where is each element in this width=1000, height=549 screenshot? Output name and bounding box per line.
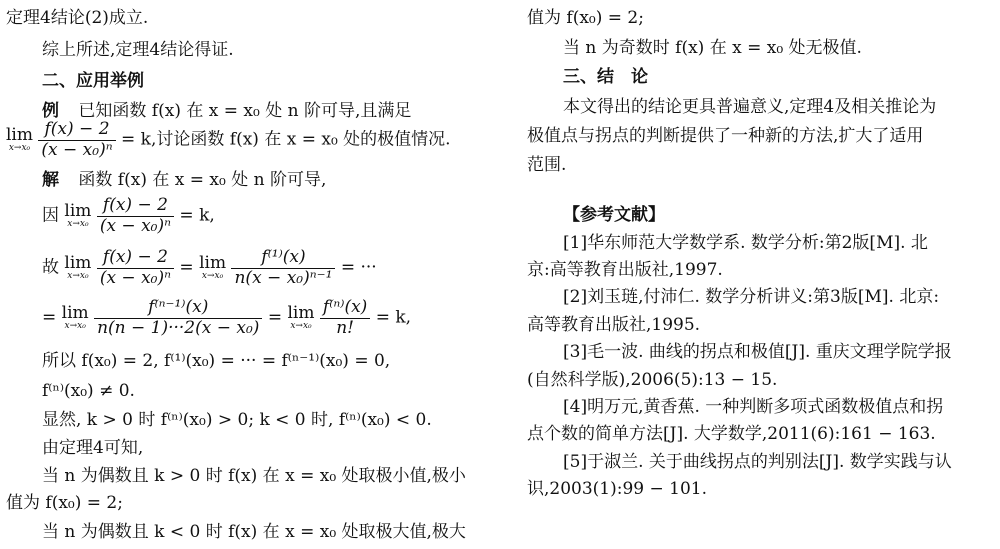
text-line: 由定理4可知, bbox=[42, 438, 144, 458]
fraction: $\frac{\text{f⁽ⁿ⁻¹⁾(x)}}{\text{n(n − 1)···2(x − x₀)}}$ bbox=[94, 298, 262, 338]
text-line: 极值点与拐点的判断提供了一种新的方法,扩大了适用 bbox=[527, 126, 924, 146]
lim-operator: lim x→x₀ bbox=[64, 253, 92, 282]
formula-prefix: 因 bbox=[42, 205, 59, 226]
reference-line: [1]华东师范大学数学系. 数学分析:第2版[M]. 北 bbox=[563, 233, 928, 253]
formula-prefix: = bbox=[42, 307, 57, 328]
solution-label: 解 bbox=[42, 170, 59, 190]
text-line: 值为 f(x₀) = 2; bbox=[527, 8, 644, 28]
text-line: 当 n 为偶数且 k < 0 时 f(x) 在 x = x₀ 处取极大值,极大 bbox=[42, 522, 466, 542]
formula-text: = k,讨论函数 f(x) 在 x = x₀ 处的极值情况. bbox=[121, 129, 451, 150]
lim-operator: lim x→x₀ bbox=[61, 303, 89, 332]
text-line: 当 n 为偶数且 k > 0 时 f(x) 在 x = x₀ 处取极小值,极小 bbox=[42, 466, 466, 486]
formula-line bbox=[6, 120, 451, 160]
reference-line: [2]刘玉琏,付沛仁. 数学分析讲义:第3版[M]. 北京: bbox=[563, 287, 940, 307]
example-label: 例 bbox=[42, 101, 59, 121]
text-line: 本文得出的结论更具普遍意义,定理4及相关推论为 bbox=[563, 97, 937, 117]
text-line: 值为 f(x₀) = 2; bbox=[6, 493, 123, 513]
reference-line: [5]于淑兰. 关于曲线拐点的判别法[J]. 数学实践与认 bbox=[563, 452, 952, 472]
solution-line bbox=[42, 170, 326, 190]
text-line: 当 n 为奇数时 f(x) 在 x = x₀ 处无极值. bbox=[563, 38, 862, 58]
reference-line: 点个数的简单方法[J]. 大学数学,2011(6):161 − 163. bbox=[527, 424, 936, 444]
formula-line bbox=[42, 196, 215, 236]
lim-operator: lim x→x₀ bbox=[64, 201, 92, 230]
section-heading: 二、应用举例 bbox=[42, 71, 144, 91]
reference-line: [3]毛一波. 曲线的拐点和极值[J]. 重庆文理学院学报 bbox=[563, 342, 952, 362]
text-line: f⁽ⁿ⁾(x₀) ≠ 0. bbox=[42, 381, 135, 401]
solution-text: 函数 f(x) 在 x = x₀ 处 n 阶可导, bbox=[78, 170, 327, 190]
fraction: $\frac{\text{f⁽¹⁾(x)}}{\text{n(x − x₀)ⁿ⁻¹}}$ bbox=[231, 248, 335, 288]
fraction: $\frac{f(x) - 2}{\text{(x − x₀)ⁿ}}$ bbox=[97, 248, 174, 288]
reference-line: 高等教育出版社,1995. bbox=[527, 315, 701, 335]
lim-operator: lim x→x₀ bbox=[6, 125, 33, 154]
example-text: 已知函数 f(x) 在 x = x₀ 处 n 阶可导,且满足 bbox=[78, 101, 412, 121]
references-heading: 【参考文献】 bbox=[563, 205, 665, 225]
reference-line: 京:高等教育出版社,1997. bbox=[527, 260, 723, 280]
fraction: $\frac{\text{f⁽ⁿ⁾(x)}}{n!}$ bbox=[320, 298, 370, 338]
fraction: $\frac{f(x) - 2}{\text{(x − x₀)ⁿ}}$ bbox=[38, 120, 115, 160]
fraction: $\frac{f(x) - 2}{\text{(x − x₀)ⁿ}}$ bbox=[97, 196, 174, 236]
section-heading: 三、结 论 bbox=[563, 67, 648, 87]
formula-prefix: 故 bbox=[42, 257, 59, 278]
reference-line: (自然科学版),2006(5):13 − 15. bbox=[527, 370, 778, 390]
formula-text: = k, bbox=[179, 205, 215, 226]
formula-line: = lim x→x₀ $\frac{\text{f⁽ⁿ⁻¹⁾(x)}}{\text{n(n − 1)···2(x − x₀)}}$ = lim x→x₀ $\frac{\text{f⁽ⁿ⁾(x)}}{n!}$ = k, bbox=[42, 297, 412, 338]
text-line: 范围. bbox=[527, 155, 567, 175]
lim-operator: lim x→x₀ bbox=[287, 303, 315, 332]
formula-line: 故 lim x→x₀ $\frac{f(x) - 2}{\text{(x − x₀)ⁿ}}$ = lim x→x₀ $\frac{\text{f⁽¹⁾(x)}}{\text{n(x − x₀)ⁿ⁻¹}}$ = ··· bbox=[42, 247, 377, 288]
text-line: 综上所述,定理4结论得证. bbox=[42, 40, 234, 60]
text-line: 显然, k > 0 时 f⁽ⁿ⁾(x₀) > 0; k < 0 时, f⁽ⁿ⁾(x₀) < 0. bbox=[42, 410, 432, 430]
text-line: 定理4结论(2)成立. bbox=[6, 8, 149, 28]
lim-operator: lim x→x₀ bbox=[199, 253, 227, 282]
text-line: 所以 f(x₀) = 2, f⁽¹⁾(x₀) = ··· = f⁽ⁿ⁻¹⁾(x₀) = 0, bbox=[42, 351, 391, 371]
reference-line: [4]明万元,黄香蕉. 一种判断多项式函数极值点和拐 bbox=[563, 397, 944, 417]
reference-line: 识,2003(1):99 − 101. bbox=[527, 479, 708, 499]
